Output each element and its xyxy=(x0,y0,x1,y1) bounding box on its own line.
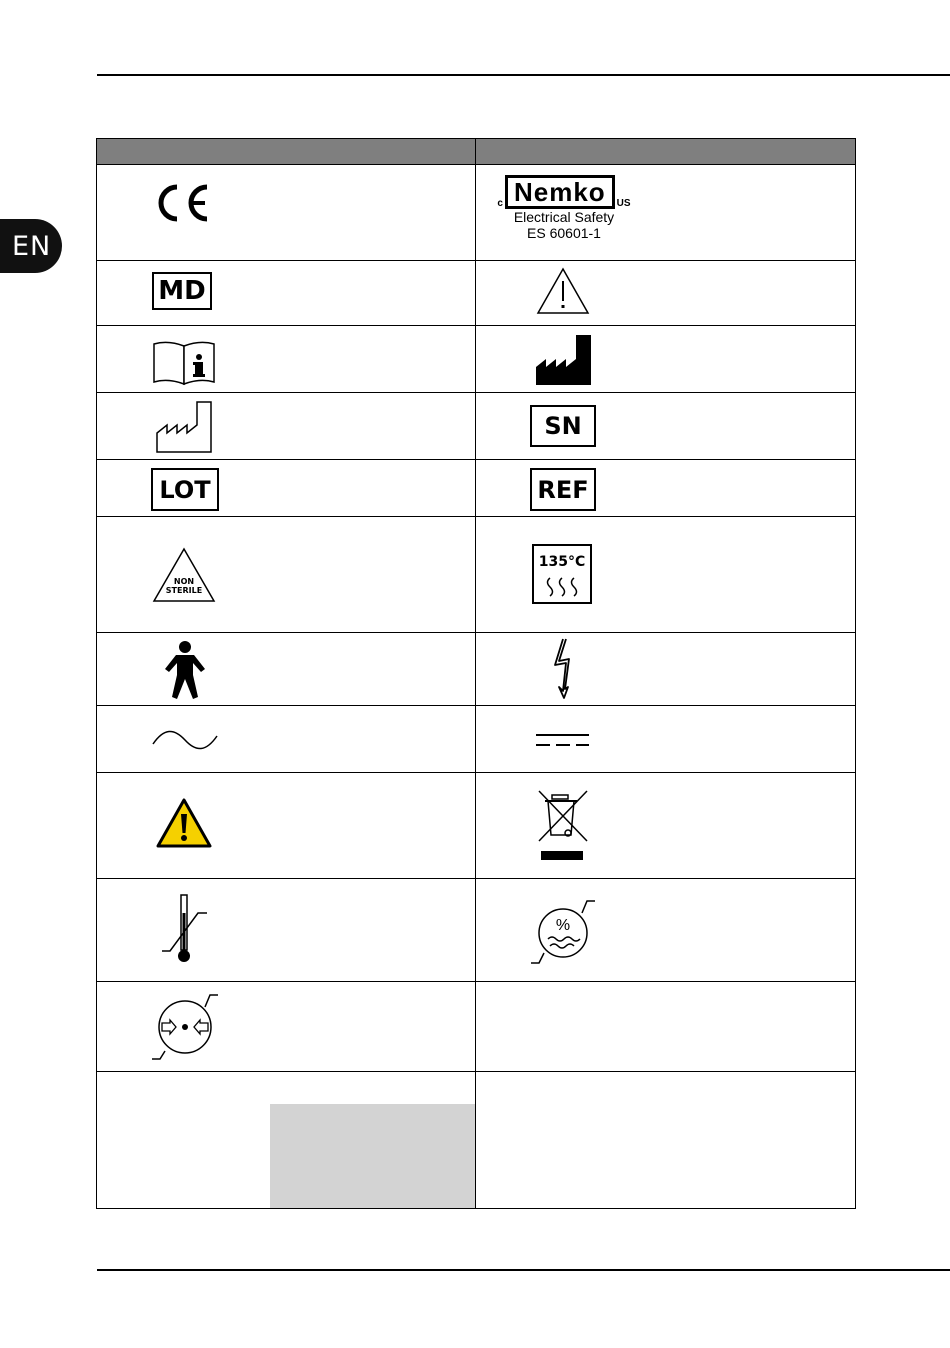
table-cell xyxy=(97,706,476,773)
type-b-applied-part-icon xyxy=(163,641,207,699)
header-cell-right xyxy=(476,139,856,165)
manufacturer-icon xyxy=(536,335,592,385)
top-rule xyxy=(97,74,950,76)
nemko-certification-icon xyxy=(484,175,644,241)
table-cell xyxy=(97,393,476,460)
table-row xyxy=(97,165,856,261)
table-row xyxy=(97,393,856,460)
lot-label: LOT xyxy=(159,475,211,504)
nemko-line1: Electrical Safety xyxy=(513,209,615,225)
md-label: MD xyxy=(158,276,206,306)
temperature-limit-icon xyxy=(161,893,209,965)
table-cell xyxy=(476,261,856,326)
table-cell xyxy=(97,261,476,326)
table-row xyxy=(97,879,856,982)
weee-disposal-icon xyxy=(537,789,589,863)
table-row xyxy=(97,460,856,517)
table-cell xyxy=(97,633,476,706)
table-cell xyxy=(97,982,476,1072)
table-cell xyxy=(476,1072,856,1209)
medical-device-icon xyxy=(152,272,212,310)
direct-current-icon xyxy=(536,732,590,748)
nemko-brand: Nemko xyxy=(505,175,615,209)
table-cell xyxy=(476,517,856,633)
symbols-table xyxy=(96,138,856,1209)
table-row xyxy=(97,261,856,326)
serial-number-icon xyxy=(530,405,596,447)
atmospheric-pressure-limit-icon xyxy=(151,993,219,1061)
nemko-prefix: c xyxy=(497,198,503,209)
table-row xyxy=(97,517,856,633)
humidity-percent-label: % xyxy=(555,917,571,934)
table-cell xyxy=(476,460,856,517)
table-row xyxy=(97,773,856,879)
bottom-rule xyxy=(97,1269,950,1271)
table-row xyxy=(97,1072,856,1209)
lot-number-icon xyxy=(151,468,219,511)
table-cell xyxy=(476,982,856,1072)
sterile-label: STERILE xyxy=(165,586,203,595)
table-cell xyxy=(97,460,476,517)
table-row xyxy=(97,326,856,393)
table-header-row xyxy=(97,139,856,165)
table-row xyxy=(97,633,856,706)
consult-instructions-icon xyxy=(152,340,216,386)
header-cell-left xyxy=(97,139,476,165)
autoclave-temp-label: 135°C xyxy=(538,554,586,570)
ce-mark-icon xyxy=(155,183,213,223)
table-cell xyxy=(476,879,856,982)
table-cell xyxy=(476,165,856,261)
table-cell xyxy=(97,879,476,982)
non-sterile-icon xyxy=(152,547,216,603)
table-row xyxy=(97,982,856,1072)
table-cell xyxy=(476,706,856,773)
alternating-current-icon xyxy=(152,730,218,750)
table-cell xyxy=(97,326,476,393)
caution-triangle-icon xyxy=(536,267,590,315)
nemko-line2: ES 60601-1 xyxy=(527,225,601,241)
date-of-manufacture-icon xyxy=(156,401,212,453)
language-tab-label: EN xyxy=(12,230,52,262)
ref-label: REF xyxy=(537,475,589,504)
table-cell xyxy=(97,165,476,261)
autoclavable-icon xyxy=(532,544,592,604)
table-row xyxy=(97,706,856,773)
sn-label: SN xyxy=(544,412,582,440)
grey-shaded-block xyxy=(270,1104,475,1208)
table-cell xyxy=(476,393,856,460)
table-cell xyxy=(97,773,476,879)
nemko-suffix: US xyxy=(616,198,631,209)
humidity-limit-icon xyxy=(530,897,596,965)
high-voltage-icon xyxy=(553,637,577,699)
table-cell xyxy=(476,326,856,393)
table-cell xyxy=(97,1072,476,1209)
language-tab[interactable] xyxy=(0,219,62,273)
table-cell xyxy=(476,773,856,879)
table-cell xyxy=(476,633,856,706)
table-cell xyxy=(97,517,476,633)
warning-yellow-triangle-icon xyxy=(156,798,212,848)
non-label: NON xyxy=(173,577,195,586)
catalogue-number-icon xyxy=(530,468,596,511)
